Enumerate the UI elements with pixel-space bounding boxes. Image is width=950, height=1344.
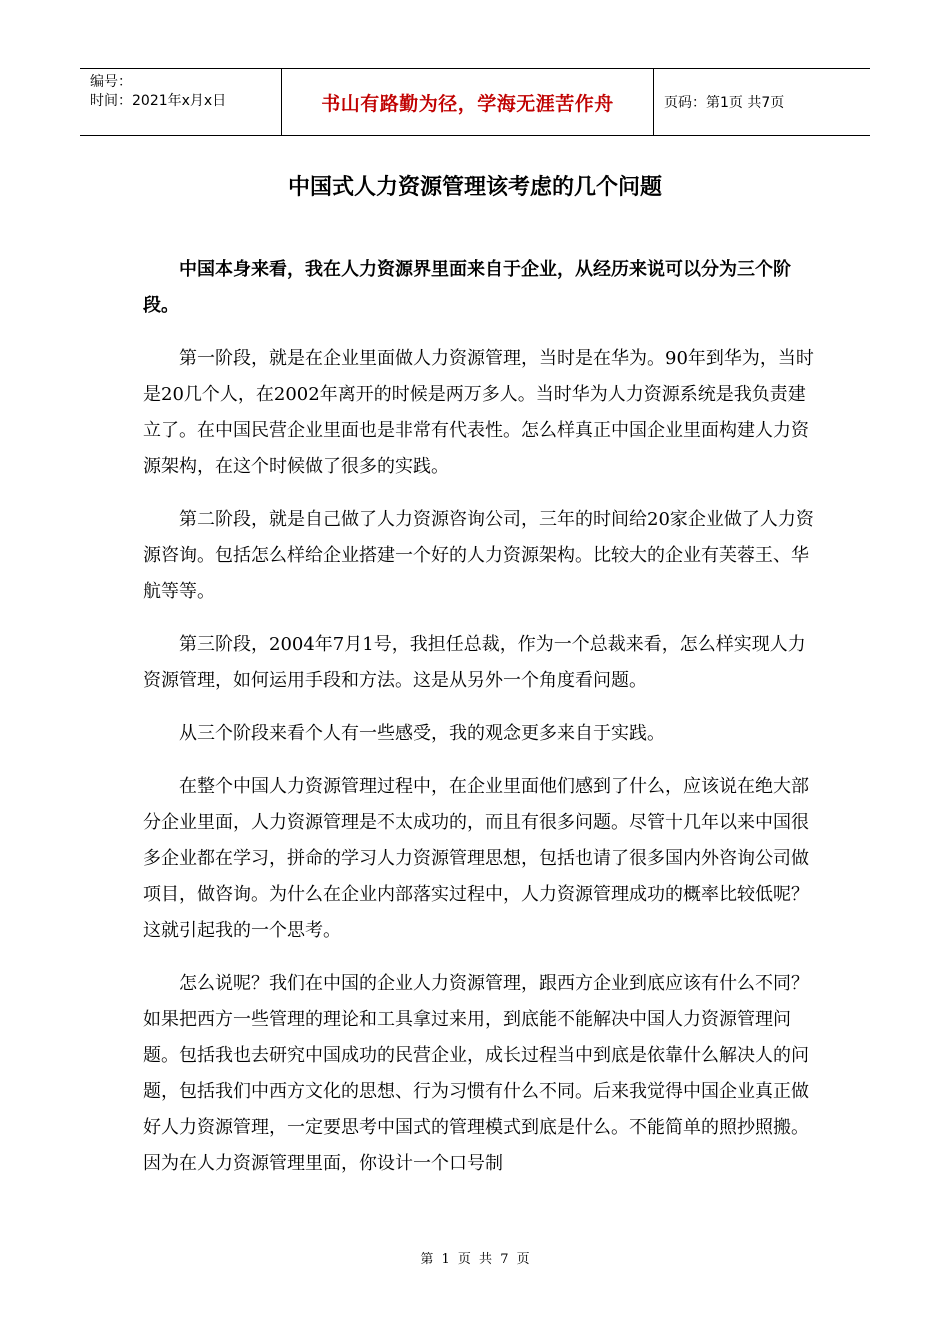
header-motto: 书山有路勤为径，学海无涯苦作舟 <box>282 69 654 135</box>
time-label: 时间：2021年x月x日 <box>90 93 227 109</box>
page-footer: 第 1 页 共 7 页 <box>420 1252 530 1267</box>
header-meta-cell <box>80 69 282 135</box>
document-body <box>143 252 815 1199</box>
paragraph: 怎么说呢？我们在中国的企业人力资源管理，跟西方企业到底应该有什么不同？如果把西方一些管理的理论和工具拿过来用，到底能不能解决中国人力资源管理问题。包括我也去研究中国成功的民营企业，成长过程当中到底是依靠什么解决人的问题，包括我们中西方文化的思想、行为习惯有什么不同。后来我觉得中国企业真正做好人力资源管理，一定要思考中国式的管理模式到底是什么。不能简单的照抄照搬。因为在人力资源管理里面，你设计一个口号制 <box>143 973 809 1174</box>
paragraph: 第三阶段，2004年7月1号，我担任总裁，作为一个总裁来看，怎么样实现人力资源管理，如何运用手段和方法。这是从另外一个角度看问题。 <box>143 634 806 691</box>
lead-paragraph: 中国本身来看，我在人力资源界里面来自于企业，从经历来说可以分为三个阶段。 <box>143 259 791 316</box>
paragraph: 在整个中国人力资源管理过程中，在企业里面他们感到了什么，应该说在绝大部分企业里面，人力资源管理是不太成功的，而且有很多问题。尽管十几年以来中国很多企业都在学习，拼命的学习人力资源管理思想，包括也请了很多国内外咨询公司做项目，做咨询。为什么在企业内部落实过程中，人力资源管理成功的概率比较低呢？这就引起我的一个思考。 <box>143 776 809 941</box>
document-header <box>80 68 870 136</box>
paragraph: 第二阶段，就是自己做了人力资源咨询公司，三年的时间给20家企业做了人力资源咨询。包括怎么样给企业搭建一个好的人力资源架构。比较大的企业有芙蓉王、华航等等。 <box>143 509 814 602</box>
header-page-label: 页码：第1页 共7页 <box>664 95 785 111</box>
paragraph: 第一阶段，就是在企业里面做人力资源管理，当时是在华为。90年到华为，当时是20几个人，在2002年离开的时候是两万多人。当时华为人力资源系统是我负责建立了。在中国民营企业里面也是非常有代表性。怎么样真正中国企业里面构建人力资源架构，在这个时候做了很多的实践。 <box>143 348 814 477</box>
paragraph: 从三个阶段来看个人有一些感受，我的观念更多来自于实践。 <box>179 723 665 744</box>
document-title: 中国式人力资源管理该考虑的几个问题 <box>287 175 662 200</box>
number-label: 编号： <box>90 74 132 90</box>
